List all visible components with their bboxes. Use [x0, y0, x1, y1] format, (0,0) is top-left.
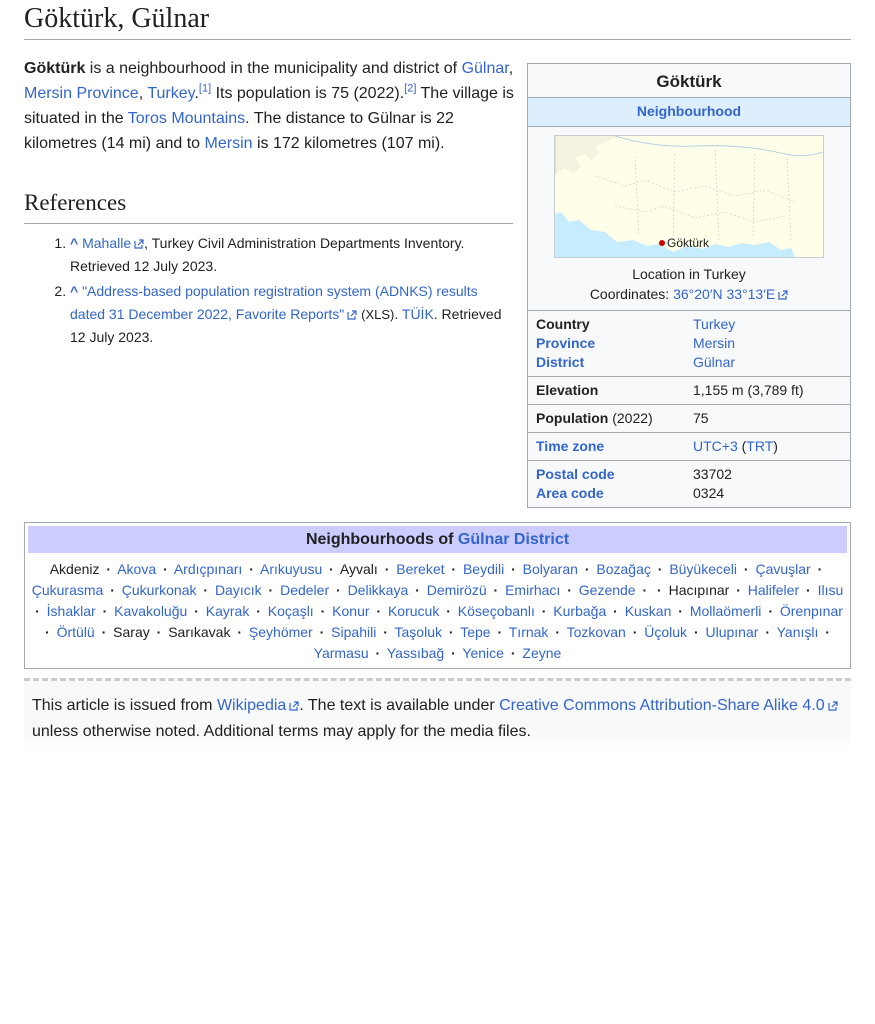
lead-comma-2: , — [138, 85, 148, 102]
ref-2-text: . Retrieved 12 July 2023. — [70, 306, 502, 345]
list-separator: · — [384, 561, 390, 577]
external-link-icon — [289, 701, 299, 711]
lead-text-4: . The distance to Gülnar is 22 kilometres (14 mi) and to — [24, 110, 454, 152]
neighbourhood-item[interactable]: Bolyaran — [522, 561, 578, 577]
neighbourhood-item[interactable]: Ilısu — [817, 582, 844, 598]
list-separator: · — [101, 624, 107, 640]
neighbourhood-item[interactable]: Ulupınar — [705, 624, 759, 640]
list-separator: · — [35, 603, 40, 619]
external-link-icon — [828, 701, 838, 711]
list-separator: · — [632, 624, 638, 640]
neighbourhood-item[interactable]: Kavakoluğu — [114, 603, 188, 619]
footer-text-1: This article is issued from — [32, 697, 217, 714]
infobox-population-group — [528, 405, 850, 433]
neighbourhood-item[interactable]: Çukurasma — [31, 582, 104, 598]
infobox-timezone-group — [528, 433, 850, 461]
list-separator: · — [415, 582, 420, 598]
district-row — [528, 353, 850, 372]
infobox-elevation-group — [528, 377, 850, 405]
ref-2-backlink[interactable]: ^ — [70, 283, 79, 299]
neighbourhood-item[interactable]: Örtülü — [56, 624, 95, 640]
footer-text-2: . The text is available under — [299, 697, 500, 714]
ref-2-sep: . — [394, 306, 402, 322]
postal-code-label-link[interactable]: Postal code — [536, 466, 615, 482]
area-code-value: 0324 — [693, 485, 725, 501]
neighbourhood-item[interactable]: Delikkaya — [347, 582, 409, 598]
neighbourhood-item[interactable]: Zeyne — [522, 645, 562, 661]
footer-text-3: unless otherwise noted. Additional terms may apply for the media files. — [32, 723, 531, 740]
neighbourhood-item[interactable]: Dayıcık — [214, 582, 262, 598]
references-list — [24, 224, 513, 349]
neighbourhood-item[interactable]: İshaklar — [46, 603, 96, 619]
list-separator: · — [584, 561, 590, 577]
license-footer — [24, 678, 851, 748]
list-separator: · — [45, 624, 50, 640]
adnks-results-link[interactable]: "Address-based population registration system (ADNKS) results dated 31 December 2022, Favorite Reports" — [70, 283, 478, 322]
list-separator: · — [567, 582, 572, 598]
navbox-title-prefix: Neighbourhoods of — [305, 531, 458, 548]
district-label-link[interactable]: District — [536, 354, 585, 370]
list-separator: · — [375, 645, 381, 661]
neighbourhood-link[interactable]: Neighbourhood — [636, 103, 742, 119]
infobox-title: Göktürk — [528, 64, 850, 98]
population-row — [528, 409, 850, 428]
neighbourhood-item[interactable]: Gezende — [578, 582, 636, 598]
neighbourhood-item[interactable]: Tepe — [460, 624, 491, 640]
location-map[interactable] — [554, 135, 824, 258]
country-label: Country — [536, 316, 590, 332]
neighbourhood-item[interactable]: Tırnak — [508, 624, 549, 640]
infobox-codes-group — [528, 461, 850, 507]
postal-row — [528, 465, 850, 484]
list-separator: · — [642, 582, 648, 598]
neighbourhood-item[interactable]: Korucuk — [387, 603, 440, 619]
list-separator: · — [736, 582, 741, 598]
turkey-link[interactable]: Turkey — [147, 85, 195, 102]
reference-item — [70, 232, 513, 278]
ref-1-backlink[interactable]: ^ — [70, 235, 79, 251]
neighbourhood-item[interactable]: Taşoluk — [394, 624, 442, 640]
ref-2-format: (XLS) — [361, 307, 395, 322]
list-separator: · — [555, 624, 560, 640]
reference-item — [70, 280, 513, 349]
list-separator: · — [678, 603, 683, 619]
list-separator: · — [383, 624, 388, 640]
list-separator: · — [817, 561, 823, 577]
list-separator: · — [194, 603, 199, 619]
neighbourhood-item[interactable]: Emirhacı — [505, 582, 561, 598]
trt-link[interactable]: TRT — [746, 438, 774, 454]
map-marker-icon — [659, 240, 665, 246]
province-label-link[interactable]: Province — [536, 335, 596, 351]
list-separator: · — [825, 624, 830, 640]
neighbourhood-item[interactable]: Sipahili — [331, 624, 377, 640]
neighbourhood-item[interactable]: Bozağaç — [596, 561, 651, 577]
list-separator: · — [319, 624, 325, 640]
neighbourhood-item[interactable]: Bereket — [396, 561, 445, 577]
gulnar-link[interactable]: Gülnar — [461, 60, 509, 77]
lead-text-3: The village is situated in the — [24, 85, 514, 127]
timezone-label-link[interactable]: Time zone — [536, 438, 605, 454]
neighbourhood-item[interactable]: Halifeler — [747, 582, 800, 598]
external-link-icon — [347, 310, 357, 320]
population-value: 75 — [693, 410, 709, 426]
population-label: Population — [536, 410, 609, 426]
neighbourhood-item[interactable]: Beydili — [462, 561, 505, 577]
infobox — [527, 63, 851, 508]
list-separator: · — [657, 582, 662, 598]
list-separator: · — [268, 582, 274, 598]
elevation-value: 1,155 m (3,789 ft) — [693, 382, 804, 398]
neighbourhood-item[interactable]: Koçaşlı — [267, 603, 314, 619]
mersin-province-link[interactable]: Mersin Province — [24, 85, 139, 102]
lead-text-5: is 172 kilometres (107 mi). — [252, 135, 445, 152]
list-separator: · — [106, 561, 112, 577]
list-separator: · — [768, 603, 773, 619]
utc-link[interactable]: UTC+3 — [693, 438, 738, 454]
list-separator: · — [451, 561, 457, 577]
toros-mountains-link[interactable]: Toros Mountains — [127, 110, 246, 127]
timezone-paren-open: ( — [737, 438, 747, 454]
area-code-label-link[interactable]: Area code — [536, 485, 604, 501]
district-link[interactable]: Gülnar — [693, 354, 736, 370]
neighbourhood-item: Ayvalı — [339, 561, 378, 577]
list-separator: · — [256, 603, 261, 619]
list-separator: · — [451, 645, 456, 661]
neighbourhood-item: Saray — [113, 624, 150, 640]
neighbourhood-item[interactable]: Köseçobanlı — [457, 603, 535, 619]
lead-comma-1: , — [508, 60, 514, 77]
list-separator: · — [329, 561, 334, 577]
neighbourhood-item[interactable]: Çukurkonak — [121, 582, 197, 598]
external-link-icon — [134, 239, 144, 249]
list-separator: · — [493, 582, 499, 598]
list-separator: · — [320, 603, 326, 619]
neighbourhood-item[interactable]: Arıkuyusu — [259, 561, 323, 577]
neighbourhood-item[interactable]: Kayrak — [205, 603, 250, 619]
list-separator: · — [156, 624, 162, 640]
elevation-label: Elevation — [536, 382, 599, 398]
lead-text-2: Its population is 75 (2022). — [211, 85, 405, 102]
ref-2-link[interactable]: [2] — [404, 82, 417, 95]
map-caption: Location in Turkey — [632, 266, 746, 282]
neighbourhood-item: Sarıkavak — [168, 624, 231, 640]
neighbourhood-item[interactable]: Yanışlı — [776, 624, 819, 640]
neighbourhood-item[interactable]: Örenpınar — [779, 603, 843, 619]
neighbourhood-item[interactable]: Büyükeceli — [669, 561, 738, 577]
coordinates-label: Coordinates: — [589, 286, 674, 302]
neighbourhood-item: Akdeniz — [49, 561, 100, 577]
wikipedia-link[interactable]: Wikipedia — [217, 697, 299, 714]
neighbourhood-item[interactable]: Yarmasu — [313, 645, 369, 661]
tuik-link[interactable]: TÜİK — [401, 306, 434, 322]
references-heading: References — [24, 156, 513, 224]
lead-subject: Göktürk — [24, 60, 86, 77]
list-separator: · — [510, 645, 516, 661]
neighbourhood-item[interactable]: Dedeler — [280, 582, 330, 598]
mahalle-link[interactable]: Mahalle — [82, 235, 144, 251]
list-separator: · — [743, 561, 749, 577]
area-row — [528, 484, 850, 503]
neighbourhoods-navbox — [24, 522, 851, 669]
lead-paragraph — [24, 56, 514, 156]
neighbourhood-item[interactable]: Kurbağa — [553, 603, 607, 619]
article-content — [24, 40, 851, 661]
neighbourhood-item[interactable]: Tozkovan — [566, 624, 626, 640]
list-separator: · — [448, 624, 454, 640]
neighbourhood-item[interactable]: Üçoluk — [644, 624, 688, 640]
coordinates — [528, 285, 850, 306]
list-separator: · — [497, 624, 503, 640]
infobox-admin-group — [528, 311, 850, 377]
elevation-row — [528, 381, 850, 400]
lead-section — [24, 40, 514, 156]
ref-1-text: , Turkey Civil Administration Departments Inventory. Retrieved 12 July 2023. — [70, 235, 465, 274]
neighbourhood-item[interactable]: Akova — [117, 561, 157, 577]
list-separator: · — [765, 624, 770, 640]
list-separator: · — [613, 603, 618, 619]
list-separator: · — [693, 624, 699, 640]
neighbourhood-item[interactable]: Şeyhömer — [248, 624, 313, 640]
population-year: (2022) — [608, 410, 653, 426]
country-row — [528, 315, 850, 334]
neighbourhood-item[interactable]: Ardıçpınarı — [173, 561, 243, 577]
list-separator: · — [657, 561, 663, 577]
neighbourhood-item[interactable]: Çavuşlar — [755, 561, 811, 577]
navbox-list — [28, 553, 847, 665]
lead-dot: . — [194, 85, 199, 102]
mersin-link[interactable]: Mersin — [204, 135, 253, 152]
page-title: Göktürk, Gülnar — [24, 0, 851, 40]
list-separator: · — [541, 603, 547, 619]
neighbourhood-item[interactable]: Konur — [332, 603, 370, 619]
province-row — [528, 334, 850, 353]
list-separator: · — [336, 582, 341, 598]
external-link-icon — [778, 290, 788, 300]
list-separator: · — [237, 624, 243, 640]
country-link[interactable]: Turkey — [693, 316, 736, 332]
turkey-map-icon — [555, 136, 823, 257]
infobox-subtitle — [528, 98, 850, 127]
list-separator: · — [163, 561, 168, 577]
navbox-title — [28, 526, 847, 553]
map-marker-label: Göktürk — [667, 236, 710, 250]
list-separator: · — [806, 582, 811, 598]
license-link[interactable]: Creative Commons Attribution-Share Alike 4.0 — [499, 697, 837, 714]
timezone-paren-close: ) — [773, 438, 778, 454]
infobox-map-section — [528, 127, 850, 311]
gulnar-district-link[interactable]: Gülnar District — [457, 531, 570, 548]
neighbourhood-item[interactable]: Mollaömerli — [689, 603, 762, 619]
neighbourhood-item[interactable]: Demirözü — [426, 582, 487, 598]
list-separator: · — [110, 582, 115, 598]
list-separator: · — [203, 582, 209, 598]
neighbourhood-item: Hacıpınar — [668, 582, 730, 598]
list-separator: · — [102, 603, 108, 619]
neighbourhood-item[interactable]: Kuskan — [624, 603, 672, 619]
coordinates-link[interactable]: 36°20′N 33°13′E — [673, 286, 788, 302]
list-separator: · — [376, 603, 382, 619]
list-separator: · — [446, 603, 451, 619]
province-link[interactable]: Mersin — [693, 335, 736, 351]
neighbourhood-item[interactable]: Yenice — [462, 645, 504, 661]
list-separator: · — [249, 561, 254, 577]
neighbourhood-item[interactable]: Yassıbağ — [386, 645, 445, 661]
timezone-row — [528, 437, 850, 456]
postal-code-value: 33702 — [693, 466, 732, 482]
ref-1-link[interactable]: [1] — [198, 82, 212, 95]
lead-text-1: is a neighbourhood in the municipality and district of — [85, 60, 462, 77]
list-separator: · — [511, 561, 516, 577]
